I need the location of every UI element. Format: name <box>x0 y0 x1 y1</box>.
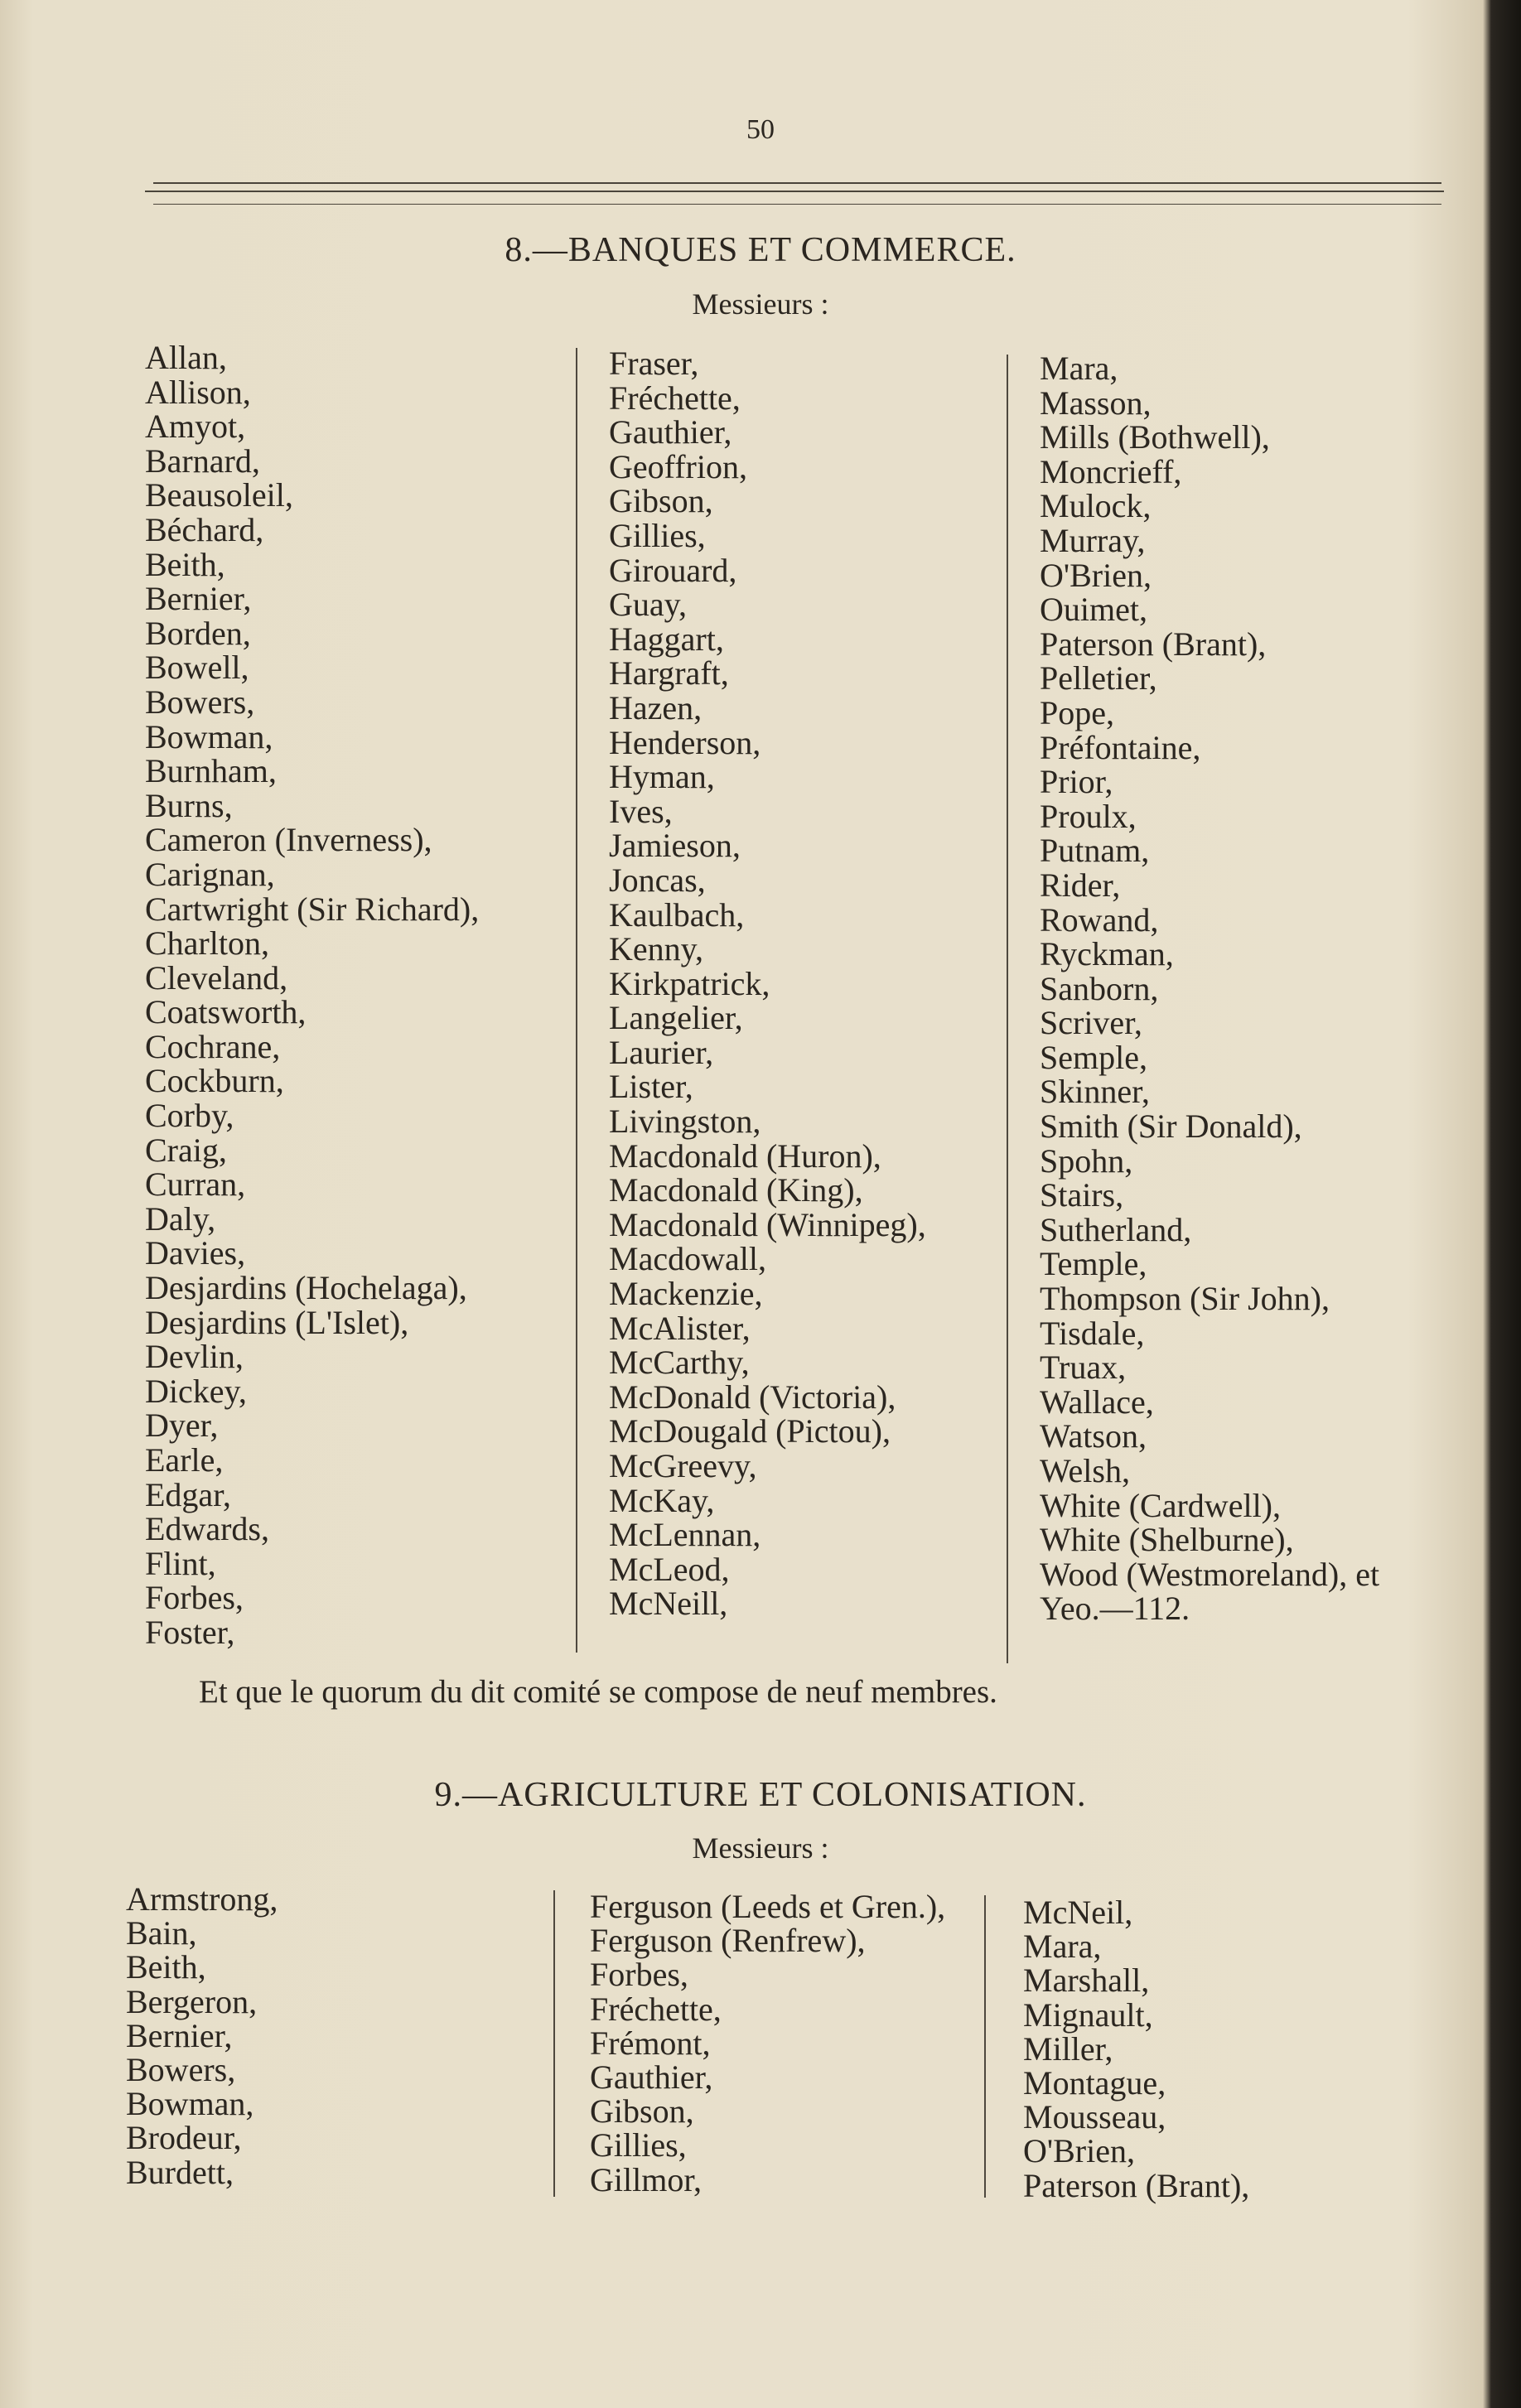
member-name: Gibson, <box>590 2092 694 2131</box>
member-name: Truax, <box>1040 1349 1127 1387</box>
member-name: McNeil, <box>1023 1894 1133 1931</box>
member-name: Mara, <box>1040 350 1118 387</box>
member-name: Fréchette, <box>609 379 741 417</box>
member-name: Fraser, <box>609 345 699 382</box>
member-name: Frémont, <box>590 2024 711 2062</box>
member-name: Bernier, <box>145 580 252 618</box>
member-name: Bergeron, <box>126 1982 258 2020</box>
member-name: Wood (Westmoreland), et <box>1040 1555 1380 1593</box>
member-name: Henderson, <box>609 723 761 761</box>
member-name: Macdonald (Winnipeg), <box>609 1205 926 1243</box>
member-name: White (Shelburne), <box>1040 1521 1294 1559</box>
member-name: Kaulbach, <box>609 895 745 934</box>
member-name: Skinner, <box>1040 1073 1150 1111</box>
member-name: Temple, <box>1040 1245 1147 1283</box>
member-name: Hargraft, <box>609 654 729 692</box>
member-name: Devlin, <box>145 1338 244 1376</box>
member-name: Macdonald (King), <box>609 1171 863 1209</box>
member-name: Scriver, <box>1040 1004 1142 1042</box>
member-name: Cameron (Inverness), <box>145 821 432 859</box>
member-name: Forbes, <box>590 1956 688 1994</box>
member-name: Gillies, <box>609 516 706 554</box>
member-name: McLeod, <box>609 1550 730 1588</box>
member-name: Putnam, <box>1040 832 1150 870</box>
member-name: Beausoleil, <box>145 476 293 514</box>
member-name: Welsh, <box>1040 1452 1130 1489</box>
member-name: Langelier, <box>609 999 743 1037</box>
member-name: Sutherland, <box>1040 1210 1192 1248</box>
section-9-column-2 <box>590 1889 945 2197</box>
member-name: Barnard, <box>145 442 260 480</box>
member-name: Jamieson, <box>609 827 741 865</box>
member-name: White (Cardwell), <box>1040 1486 1281 1524</box>
member-name: Paterson (Brant), <box>1023 2166 1250 2204</box>
member-name: Amyot, <box>145 408 246 446</box>
member-name: Rowand, <box>1040 900 1159 939</box>
member-name: McCarthy, <box>609 1344 750 1382</box>
member-name: Cockburn, <box>145 1062 284 1100</box>
member-name: Stairs, <box>1040 1176 1124 1214</box>
section-8-column-2 <box>609 346 926 1621</box>
member-name: Dickey, <box>145 1372 247 1410</box>
member-name: Gillmor, <box>590 2160 703 2198</box>
member-name: Cartwright (Sir Richard), <box>145 890 480 928</box>
member-name: Rider, <box>1040 866 1121 904</box>
member-name: Miller, <box>1023 2029 1113 2068</box>
member-name: Laurier, <box>609 1033 714 1071</box>
member-name: Desjardins (Hochelaga), <box>145 1269 467 1307</box>
member-name: Mulock, <box>1040 487 1152 525</box>
member-name: Moncrieff, <box>1040 452 1182 490</box>
member-name: McDougald (Pictou), <box>609 1412 891 1450</box>
member-name: Gauthier, <box>609 413 732 451</box>
member-name: Murray, <box>1040 521 1146 559</box>
member-name: Mara, <box>1023 1928 1102 1966</box>
header-rule-secondary <box>145 191 1444 192</box>
member-name: Semple, <box>1040 1038 1147 1076</box>
member-name: Mignault, <box>1023 1995 1153 2034</box>
member-name: Bowell, <box>145 649 249 687</box>
member-name: Guay, <box>609 586 688 624</box>
member-name: Montague, <box>1023 2063 1166 2102</box>
column-divider <box>576 348 577 1653</box>
member-name: Bowers, <box>145 683 255 721</box>
member-name: Burns, <box>145 786 233 824</box>
member-name: Paterson (Brant), <box>1040 625 1267 663</box>
member-name: Carignan, <box>145 855 275 893</box>
member-name: Burnham, <box>145 752 277 790</box>
member-name: McGreevy, <box>609 1447 757 1484</box>
member-name: Girouard, <box>609 551 737 589</box>
member-name: Macdowall, <box>609 1240 766 1278</box>
column-divider <box>553 1890 555 2197</box>
member-name: Joncas, <box>609 861 706 899</box>
member-name: Macdonald (Huron), <box>609 1136 881 1175</box>
member-name: Gibson, <box>609 482 713 520</box>
member-name: Marshall, <box>1023 1962 1150 2000</box>
member-name: Beith, <box>126 1948 206 1986</box>
member-name: Masson, <box>1040 384 1152 422</box>
member-name: Bowman, <box>145 717 273 755</box>
member-name: Préfontaine, <box>1040 728 1201 766</box>
section-8-title: 8.—BANQUES ET COMMERCE. <box>505 231 1016 269</box>
member-name: Kirkpatrick, <box>609 964 770 1002</box>
member-name: Tisdale, <box>1040 1314 1145 1352</box>
member-name: Lister, <box>609 1068 693 1106</box>
member-name: Edwards, <box>145 1510 269 1548</box>
member-name: McNeill, <box>609 1585 728 1623</box>
member-name: Daly, <box>145 1199 216 1238</box>
section-9-column-1 <box>126 1882 278 2189</box>
member-name: Allan, <box>145 339 227 376</box>
member-name: Wallace, <box>1040 1383 1154 1421</box>
section-9-subtitle: Messieurs : <box>692 1831 829 1865</box>
header-rule <box>153 182 1441 184</box>
member-name: Foster, <box>145 1613 235 1651</box>
member-name: Geoffrion, <box>609 447 747 485</box>
member-name: Coatsworth, <box>145 993 307 1031</box>
member-name: Armstrong, <box>126 1880 278 1918</box>
member-name: Davies, <box>145 1234 246 1272</box>
member-name: Forbes, <box>145 1579 244 1617</box>
quorum-sentence: Et que le quorum du dit comité se compose de neuf membres. <box>199 1674 997 1710</box>
member-name: Pelletier, <box>1040 659 1157 697</box>
member-name: Hyman, <box>609 758 715 796</box>
member-name: Borden, <box>145 614 251 652</box>
member-name: Craig, <box>145 1131 227 1169</box>
member-name: Mousseau, <box>1023 2098 1166 2136</box>
member-name: Hazen, <box>609 688 703 726</box>
member-name: McDonald (Victoria), <box>609 1378 896 1416</box>
member-name: Thompson (Sir John), <box>1040 1280 1330 1318</box>
member-name: Pope, <box>1040 693 1114 731</box>
member-name: Burdett, <box>126 2153 234 2191</box>
header-rule-thin <box>153 204 1441 205</box>
member-name: Flint, <box>145 1544 216 1582</box>
member-name: Livingston, <box>609 1103 761 1141</box>
section-8-subtitle: Messieurs : <box>692 287 829 321</box>
member-name: Spohn, <box>1040 1141 1133 1180</box>
member-name: Corby, <box>145 1097 234 1135</box>
member-name: O'Brien, <box>1040 556 1152 594</box>
member-name: Proulx, <box>1040 797 1137 835</box>
member-name: Cleveland, <box>145 958 288 996</box>
member-name: McKay, <box>609 1481 715 1519</box>
member-name: Gillies, <box>590 2126 687 2164</box>
member-name: McAlister, <box>609 1309 751 1347</box>
member-name: Dyer, <box>145 1407 219 1445</box>
member-name: Ferguson (Renfrew), <box>590 1922 866 1960</box>
member-name: Bowers, <box>126 2050 236 2088</box>
member-name: Desjardins (L'Islet), <box>145 1303 409 1341</box>
member-name: McLennan, <box>609 1516 761 1554</box>
member-name: Ferguson (Leeds et Gren.), <box>590 1888 946 1925</box>
member-name: Fréchette, <box>590 1990 722 2028</box>
member-name: Edgar, <box>145 1475 231 1513</box>
page-number: 50 <box>746 114 775 145</box>
section-9-title: 9.—AGRICULTURE ET COLONISATION. <box>434 1776 1087 1814</box>
column-divider <box>984 1895 986 2198</box>
member-name: Bowman, <box>126 2085 254 2123</box>
section-8-column-3 <box>1040 351 1379 1626</box>
member-name: Béchard, <box>145 510 264 548</box>
member-name: Curran, <box>145 1165 246 1204</box>
member-name: O'Brien, <box>1023 2132 1135 2170</box>
member-name: Allison, <box>145 373 251 411</box>
member-name: Ouimet, <box>1040 591 1147 629</box>
section-8-column-1 <box>145 340 479 1650</box>
member-name: Cochrane, <box>145 1027 281 1065</box>
member-name: Ryckman, <box>1040 935 1174 973</box>
section-9-column-3 <box>1023 1895 1249 2203</box>
member-name: Charlton, <box>145 924 269 963</box>
member-name: Haggart, <box>609 620 724 658</box>
member-name: Yeo.—112. <box>1040 1590 1190 1628</box>
member-name: Sanborn, <box>1040 969 1159 1007</box>
member-name: Bain, <box>126 1914 197 1952</box>
member-name: Mills (Bothwell), <box>1040 418 1270 456</box>
member-name: Bernier, <box>126 2016 233 2054</box>
member-name: Kenny, <box>609 930 704 968</box>
member-name: Earle, <box>145 1441 224 1479</box>
member-name: Watson, <box>1040 1417 1147 1455</box>
member-name: Brodeur, <box>126 2119 242 2157</box>
member-name: Smith (Sir Donald), <box>1040 1107 1302 1146</box>
member-name: Ives, <box>609 792 673 830</box>
member-name: Mackenzie, <box>609 1275 763 1313</box>
member-name: Gauthier, <box>590 2058 713 2096</box>
member-name: Beith, <box>145 545 225 583</box>
member-name: Prior, <box>1040 763 1113 801</box>
column-divider <box>1007 355 1008 1663</box>
